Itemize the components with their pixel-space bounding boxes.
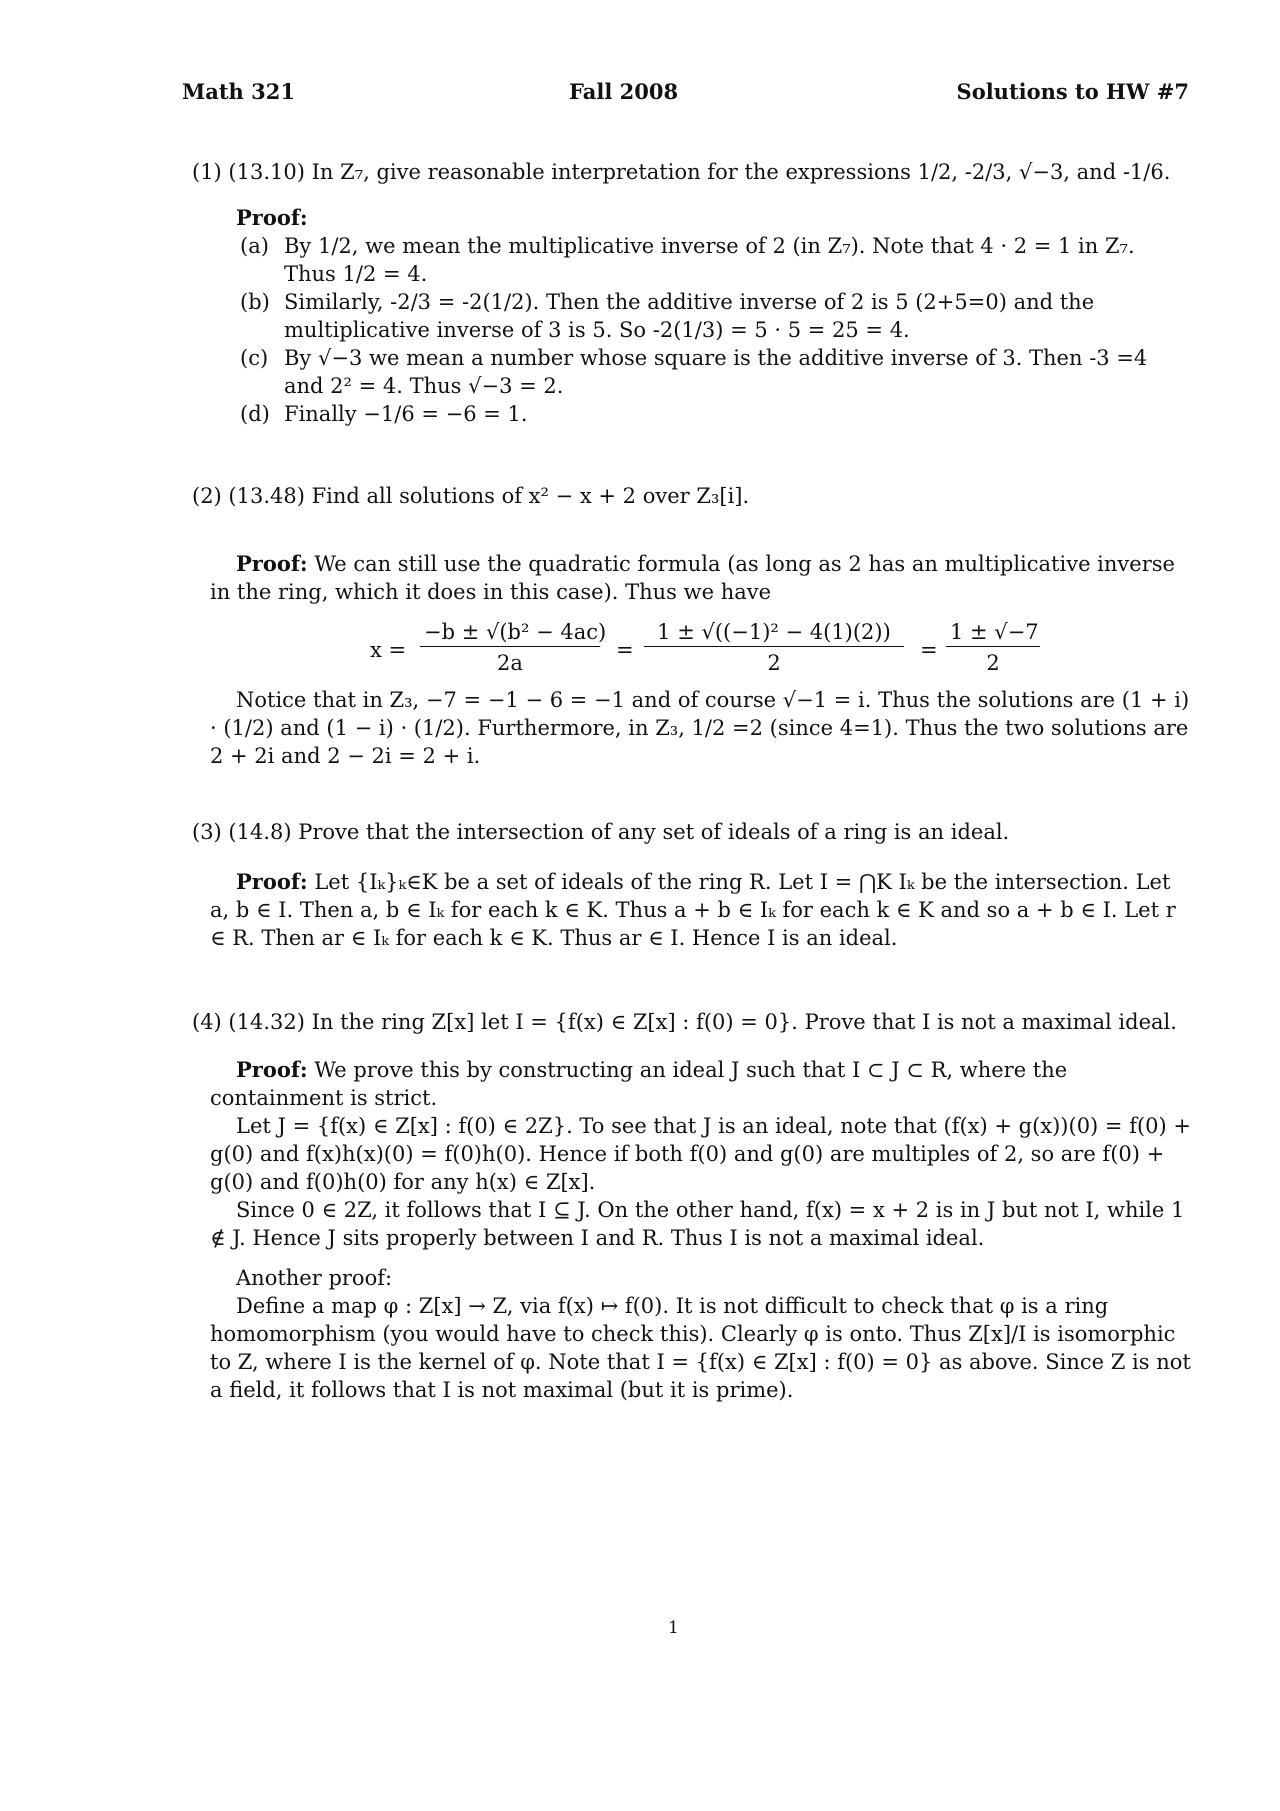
fraction-simplified (946, 618, 1040, 677)
proof-label: Proof: (236, 1057, 308, 1082)
proof-paragraph (210, 868, 1192, 952)
problem-4-proof (210, 1056, 1192, 1404)
problem-4-statement (192, 1008, 1192, 1036)
term: Fall 2008 (569, 79, 679, 104)
item-text: By √−3 we mean a number whose square is the additive inverse of 3. Then -3 =4 and 2² = 4. Thus √−3 = 2. (284, 346, 1148, 398)
proof-paragraph: Let J = {f(x) ∈ Z[x] : f(0) ∈ 2Z}. To see that J is an ideal, note that (f(x) + g(x))(0) = f(0) + g(0) and f(x)h(x)(0) = f(0)h(0). Hence if both f(0) and g(0) are multiples of 2, so are f(0) + g(0) and f(0)h(0) for any h(x) ∈ Z[x]. (210, 1114, 1191, 1194)
fraction-numerator: 1 ± √((−1)² − 4(1)(2)) (644, 618, 904, 647)
proof-body: Let {Iₖ}ₖ∈K be a set of ideals of the ring R. Let I = ⋂K Iₖ be the intersection. Let a, b ∈ I. Then a, b ∈ Iₖ for each k ∈ K. Thus a + b ∈ Iₖ for each k ∈ K and so a + b ∈ I. Let r ∈ R. Then ar ∈ Iₖ for each k ∈ K. Thus ar ∈ I. Hence I is an ideal. (210, 870, 1176, 950)
fraction-denominator: 2a (497, 651, 523, 675)
list-item (240, 400, 1192, 428)
list-item (240, 232, 1192, 288)
problem-2-conclusion (210, 686, 1192, 770)
formula-lhs: x = (370, 638, 407, 662)
proof-label: Proof: (236, 551, 308, 576)
fraction-numerator: −b ± √(b² − 4ac) (420, 618, 600, 647)
problem-1-text: (1) (13.10) In Z₇, give reasonable interpretation for the expressions 1/2, -2/3, √−3, and -1/6. (192, 160, 1171, 184)
problem-3-statement (192, 818, 1192, 846)
item-label: (a) (240, 234, 269, 258)
equals-sign: = (616, 638, 634, 662)
item-text: Finally −1/6 = −6 = 1. (284, 402, 528, 426)
problem-4-text: (4) (14.32) In the ring Z[x] let I = {f(x) ∈ Z[x] : f(0) = 0}. Prove that I is not a maximal ideal. (192, 1010, 1177, 1034)
list-item (240, 344, 1192, 400)
fraction-numerator: 1 ± √−7 (946, 618, 1040, 647)
proof-body: We prove this by constructing an ideal J such that I ⊂ J ⊂ R, where the containment is strict. (210, 1058, 1068, 1110)
problem-2-intro (210, 550, 1192, 606)
problem-1-statement (192, 158, 1192, 186)
fraction-substituted (644, 618, 904, 677)
problem-3-proof (210, 868, 1192, 952)
item-label: (c) (240, 346, 269, 370)
item-label: (d) (240, 402, 270, 426)
problem-2-statement (192, 482, 1192, 510)
fraction-general (420, 618, 607, 677)
equals-sign: = (920, 638, 938, 662)
proof-label: Proof: (236, 869, 308, 894)
list-item (240, 288, 1192, 344)
quadratic-formula (340, 618, 1040, 684)
problem-2-text: (2) (13.48) Find all solutions of x² − x + 2 over Z₃[i]. (192, 484, 750, 508)
document-title: Solutions to HW #7 (956, 79, 1189, 104)
proof-intro-text: We can still use the quadratic formula (as long as 2 has an multiplicative inverse in the ring, which it does in this case). Thus we have (210, 552, 1175, 604)
fraction-denominator: 2 (767, 651, 781, 675)
problem-2-proof (210, 550, 1192, 606)
page-number: 1 (668, 1618, 679, 1638)
problem-3-text: (3) (14.8) Prove that the intersection of any set of ideals of a ring is an ideal. (192, 820, 1010, 844)
item-label: (b) (240, 290, 270, 314)
page-header (182, 78, 1189, 108)
problem-1-items (240, 232, 1192, 428)
proof-paragraph (210, 1056, 1192, 1112)
fraction-denominator: 2 (986, 651, 1000, 675)
proof-label: Proof: (236, 205, 308, 230)
problem-1-proof-label (236, 204, 1192, 232)
conclusion-text: Notice that in Z₃, −7 = −1 − 6 = −1 and of course √−1 = i. Thus the solutions are (1 + i) · (1/2) and (1 − i) · (1/2). Furthermore, in Z₃, 1/2 =2 (since 4=1). Thus the two solutions are 2 + 2i and 2 − 2i = 2 + i. (210, 688, 1190, 768)
item-text: By 1/2, we mean the multiplicative inverse of 2 (in Z₇). Note that 4 · 2 = 1 in Z₇. Thus 1/2 = 4. (284, 234, 1135, 286)
item-text: Similarly, -2/3 = -2(1/2). Then the additive inverse of 2 is 5 (2+5=0) and the multiplicative inverse of 3 is 5. So -2(1/3) = 5 · 5 = 25 = 4. (284, 290, 1095, 342)
proof-paragraph: Define a map φ : Z[x] → Z, via f(x) ↦ f(0). It is not difficult to check that φ is a ring homomorphism (you would have to check this). Clearly φ is onto. Thus Z[x]/I is isomorphic to Z, where I is the kernel of φ. Note that I = {f(x) ∈ Z[x] : f(0) = 0} as above. Since Z is not a field, it follows that I is not maximal (but it is prime). (210, 1294, 1191, 1402)
proof-paragraph: Since 0 ∈ 2Z, it follows that I ⊆ J. On the other hand, f(x) = x + 2 is in J but not I, while 1 ∉ J. Hence J sits properly between I and R. Thus I is not a maximal ideal. (210, 1198, 1185, 1250)
another-proof-label: Another proof: (236, 1266, 393, 1290)
course-name: Math 321 (182, 79, 295, 104)
